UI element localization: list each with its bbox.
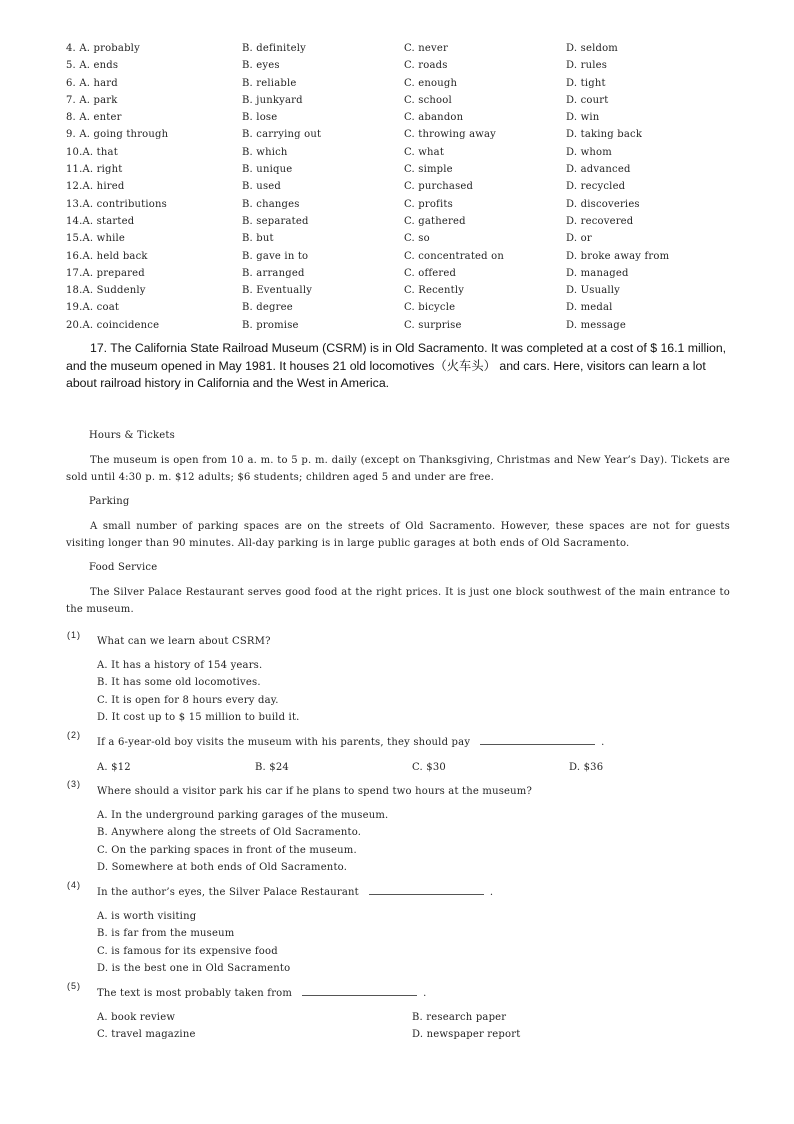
option-cell: 17.A. prepared [66,267,145,279]
option-row [66,213,746,230]
option-cell: D. whom [566,146,612,158]
parking-paragraph: A small number of parking spaces are on the streets of Old Sacramento. However, these spaces are not for guests visiting longer than 90 minutes. All-day parking is in large public garages at both ends of Old Sacramento. [66,521,730,550]
question-number: (4) [67,880,81,890]
option-row [66,196,746,213]
option-cell: 10.A. that [66,146,118,158]
option-row [66,230,746,247]
option-row [66,40,746,57]
food-paragraph: The Silver Palace Restaurant serves good food at the right prices. It is just one block southwest of the main entrance to the museum. [66,587,730,616]
option-cell: 11.A. right [66,164,123,176]
option-cell: 14.A. started [66,215,135,227]
option-row [66,178,746,195]
option-cell: C. what [404,146,445,158]
option-cell: C. offered [404,267,457,279]
option-cell: C. roads [404,60,448,72]
answer-choice: D. newspaper report [412,1029,521,1040]
passage-intro [66,340,730,393]
answer-choice: C. travel magazine [97,1029,196,1040]
answer-choice: D. Somewhere at both ends of Old Sacramento. [97,862,348,873]
option-cell: 20.A. coincidence [66,319,160,331]
option-cell: D. tight [566,77,606,89]
question-number: (1) [67,630,81,640]
option-cell: 8. A. enter [66,112,122,124]
question-number: (5) [67,981,81,991]
option-row [66,144,746,161]
cloze-options-table [66,40,746,334]
option-cell: 13.A. contributions [66,198,167,210]
answer-choice: C. is famous for its expensive food [97,946,278,957]
option-cell: D. message [566,319,626,331]
answer-choice: A. In the underground parking garages of the museum. [97,810,389,821]
option-cell: C. profits [404,198,453,210]
option-cell: D. medal [566,302,613,314]
option-cell: B. lose [242,112,278,124]
stem-end: . [601,737,605,748]
option-cell: 4. A. probably [66,43,140,54]
answer-choice: D. is the best one in Old Sacramento [97,963,291,974]
question-stem: What can we learn about CSRM? [97,636,271,647]
option-row [66,75,746,92]
hours-heading: Hours & Tickets [89,430,175,441]
answer-choice: D. $36 [569,762,604,773]
option-cell: B. separated [242,215,309,227]
question-number: (2) [67,730,81,740]
option-row [66,109,746,126]
answer-choice: D. It cost up to $ 15 million to build it. [97,712,300,723]
answer-choice: B. It has some old locomotives. [97,677,261,688]
stem-end: . [423,988,427,999]
option-row [66,282,746,299]
question-stem-line [97,985,426,1002]
question-stem: The text is most probably taken from [97,988,293,999]
question-stem: In the author’s eyes, the Silver Palace Restaurant [97,887,359,898]
option-cell: 15.A. while [66,233,125,245]
option-cell: B. changes [242,198,300,210]
option-cell: B. reliable [242,77,297,89]
option-cell: D. Usually [566,285,621,297]
answer-choice: C. $30 [412,762,446,773]
option-cell: B. definitely [242,43,306,54]
option-cell: D. taking back [566,129,643,141]
question-stem-line [97,734,605,751]
hours-paragraph: The museum is open from 10 a. m. to 5 p. m. daily (except on Thanksgiving, Christmas and New Year’s Day). Tickets are sold until 4:30 p. m. $12 adults; $6 students; children aged 5 and under are free. [66,455,730,484]
passage-intro-line: 17. The California State Railroad Museum (CSRM) is in Old Sacramento. It was completed at a cost of $ 16.1 million, [90,341,727,355]
answer-choice: B. $24 [255,762,289,773]
option-cell: D. managed [566,267,629,279]
answer-choice: B. research paper [412,1012,507,1023]
question-stem: Where should a visitor park his car if he plans to spend two hours at the museum? [97,786,533,797]
option-cell: B. but [242,233,274,245]
option-cell: D. or [566,233,592,245]
option-cell: B. Eventually [242,285,313,297]
option-cell: C. school [404,94,452,106]
answer-choice: B. Anywhere along the streets of Old Sacramento. [97,827,362,838]
option-cell: C. throwing away [404,129,497,141]
option-cell: D. win [566,112,600,124]
option-cell: C. abandon [404,112,464,124]
option-cell: B. unique [242,164,293,176]
answer-blank[interactable] [369,884,484,895]
option-cell: 16.A. held back [66,250,148,262]
option-cell: D. advanced [566,164,631,176]
option-cell: C. gathered [404,215,466,227]
option-cell: D. court [566,94,609,106]
option-cell: D. discoveries [566,198,640,210]
option-cell: 9. A. going through [66,129,169,141]
option-cell: C. enough [404,77,458,89]
option-cell: B. arranged [242,267,305,279]
option-cell: D. recovered [566,215,634,227]
option-row [66,317,746,334]
passage-intro-line: and the museum opened in May 1981. It houses 21 old locomotives（火车头） and cars. Here, visitors can learn a lot [66,358,706,373]
option-row [66,92,746,109]
option-cell: 19.A. coat [66,302,120,314]
option-cell: B. junkyard [242,94,303,106]
option-cell: C. so [404,233,430,245]
answer-choice: A. $12 [97,762,131,773]
food-heading: Food Service [89,562,158,573]
option-row [66,57,746,74]
option-cell: 12.A. hired [66,181,125,193]
stem-end: . [489,887,494,898]
option-cell: 5. A. ends [66,60,119,72]
option-cell: 7. A. park [66,94,118,106]
answer-choice: A. is worth visiting [97,911,197,922]
answer-blank[interactable] [480,734,595,745]
option-cell: C. concentrated on [404,250,505,262]
option-cell: D. broke away from [566,250,670,262]
option-cell: D. rules [566,60,608,72]
option-cell: B. carrying out [242,129,322,141]
answer-choice: C. It is open for 8 hours every day. [97,695,279,706]
answer-choice: A. book review [97,1012,176,1023]
answer-blank[interactable] [302,985,417,996]
option-row [66,299,746,316]
option-cell: B. used [242,181,281,193]
option-row [66,126,746,143]
option-cell: 6. A. hard [66,77,118,89]
option-cell: C. simple [404,164,453,176]
answer-choice: A. It has a history of 154 years. [97,660,263,671]
option-cell: C. bicycle [404,302,456,314]
option-cell: 18.A. Suddenly [66,285,146,297]
question-stem-line [97,884,493,901]
answer-choice: B. is far from the museum [97,928,235,939]
option-cell: D. recycled [566,181,626,193]
answer-choice: C. On the parking spaces in front of the museum. [97,845,357,856]
question-number: (3) [67,779,81,789]
option-cell: B. degree [242,302,293,314]
option-cell: B. gave in to [242,250,309,262]
option-cell: D. seldom [566,43,618,54]
option-cell: B. promise [242,319,299,331]
option-cell: B. which [242,146,288,158]
option-row [66,265,746,282]
passage-intro-line: about railroad history in California and the West in America. [66,376,390,390]
option-cell: C. Recently [404,285,465,297]
option-cell: C. surprise [404,319,462,331]
parking-heading: Parking [89,496,130,507]
option-cell: B. eyes [242,60,280,72]
question-stem: If a 6-year-old boy visits the museum with his parents, they should pay [97,737,471,748]
option-row [66,161,746,178]
option-cell: C. never [404,43,448,54]
option-row [66,248,746,265]
option-cell: C. purchased [404,181,474,193]
